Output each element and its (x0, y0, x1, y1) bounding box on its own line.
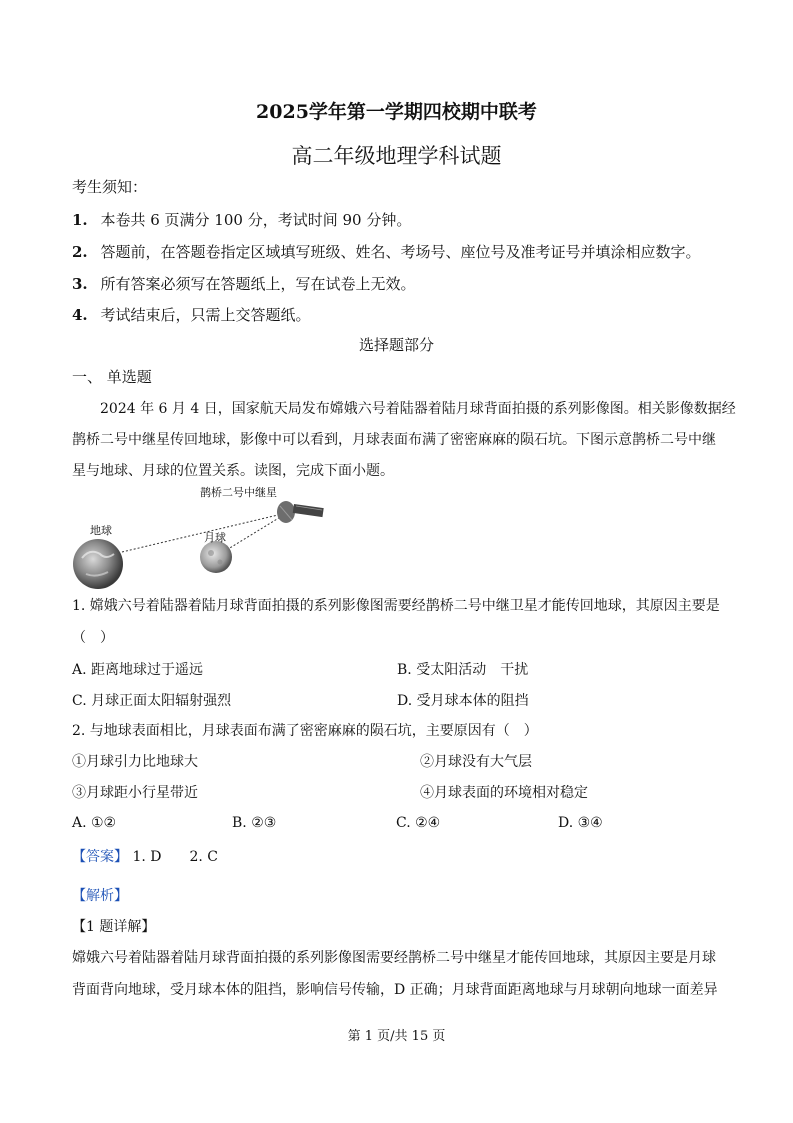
satellite-label: 鹊桥二号中继星 (200, 486, 277, 499)
notice-text: 本卷共 6 页满分 100 分，考试时间 90 分钟。 (100, 211, 412, 229)
moon-label: 月球 (204, 531, 226, 544)
section-part: 一、 单选题 (72, 368, 152, 386)
notice-item (72, 304, 310, 325)
earth-icon (73, 539, 123, 589)
notice-number: 1. (72, 211, 88, 229)
notice-text: 所有答案必须写在答题纸上，写在试卷上无效。 (100, 275, 416, 293)
exam-subtitle: 高二年级地理学科试题 (291, 144, 502, 168)
question-1-option-b: B. 受太阳活动 干扰 (397, 662, 529, 678)
question-2-option-d: D. ③④ (558, 815, 603, 831)
question-2-option-a: A. ①② (72, 815, 117, 831)
answer-line (72, 846, 218, 866)
question-1-bracket: （ ） (72, 630, 114, 646)
notice-item (72, 241, 700, 262)
passage-line: 鹊桥二号中继星传回地球，影像中可以看到，月球表面布满了密密麻麻的陨石坑。下图示意鹊桥二号中继 (72, 432, 716, 448)
question-2-option-b: B. ②③ (232, 815, 277, 831)
analysis-line: 背面背向地球，受月球本体的阻挡，影响信号传输，D 正确；月球背面距离地球与月球朝向地球一面差异 (72, 982, 718, 998)
passage-line: 2024 年 6 月 4 日，国家航天局发布嫦娥六号着陆器着陆月球背面拍摄的系列影像图。相关影像数据经 (100, 401, 736, 417)
answer-label: 【答案】 (72, 849, 128, 865)
question-2-statement: ④月球表面的环境相对稳定 (420, 785, 588, 801)
earth-moon-satellite-figure (70, 480, 330, 590)
question-2-option-c: C. ②④ (396, 815, 441, 831)
question-1-option-d: D. 受月球本体的阻挡 (397, 693, 529, 709)
passage-line: 星与地球、月球的位置关系。读图，完成下面小题。 (72, 463, 394, 479)
notice-number: 4. (72, 306, 88, 324)
notice-item (72, 209, 411, 230)
earth-label: 地球 (90, 524, 112, 537)
question-1-option-a: A. 距离地球过于遥远 (72, 662, 204, 678)
analysis-line: 嫦娥六号着陆器着陆月球背面拍摄的系列影像图需要经鹊桥二号中继星才能传回地球，其原因主要是月球 (72, 950, 716, 966)
answer-values: 1. D 2. C (132, 849, 219, 865)
question-2-statement: ③月球距小行星带近 (72, 785, 198, 801)
question-1-option-c: C. 月球正面太阳辐射强烈 (72, 693, 232, 709)
moon-icon (200, 541, 232, 573)
notice-number: 3. (72, 275, 88, 293)
notice-text: 答题前，在答题卷指定区域填写班级、姓名、考场号、座位号及准考证号并填涂相应数字。 (100, 243, 701, 261)
question-2-statement: ②月球没有大气层 (420, 754, 532, 770)
section-title: 选择题部分 (358, 336, 434, 354)
notice-heading: 考生须知： (72, 178, 148, 196)
exam-title: 2025学年第一学期四校期中联考 (256, 101, 537, 123)
question-2-stem: 2. 与地球表面相比，月球表面布满了密密麻麻的陨石坑，主要原因有（ ） (72, 723, 538, 739)
question-2-statement: ①月球引力比地球大 (72, 754, 198, 770)
notice-number: 2. (72, 243, 88, 261)
page-number: 第 1 页/共 15 页 (347, 1029, 446, 1044)
question-1-stem: 1. 嫦娥六号着陆器着陆月球背面拍摄的系列影像图需要经鹊桥二号中继卫星才能传回地球，其原因主要是 (72, 598, 720, 614)
satellite-icon (277, 501, 324, 523)
analysis-detail-label: 【1 题详解】 (72, 919, 156, 935)
analysis-label: 【解析】 (72, 888, 128, 904)
notice-item (72, 273, 415, 294)
notice-text: 考试结束后，只需上交答题纸。 (100, 306, 311, 324)
